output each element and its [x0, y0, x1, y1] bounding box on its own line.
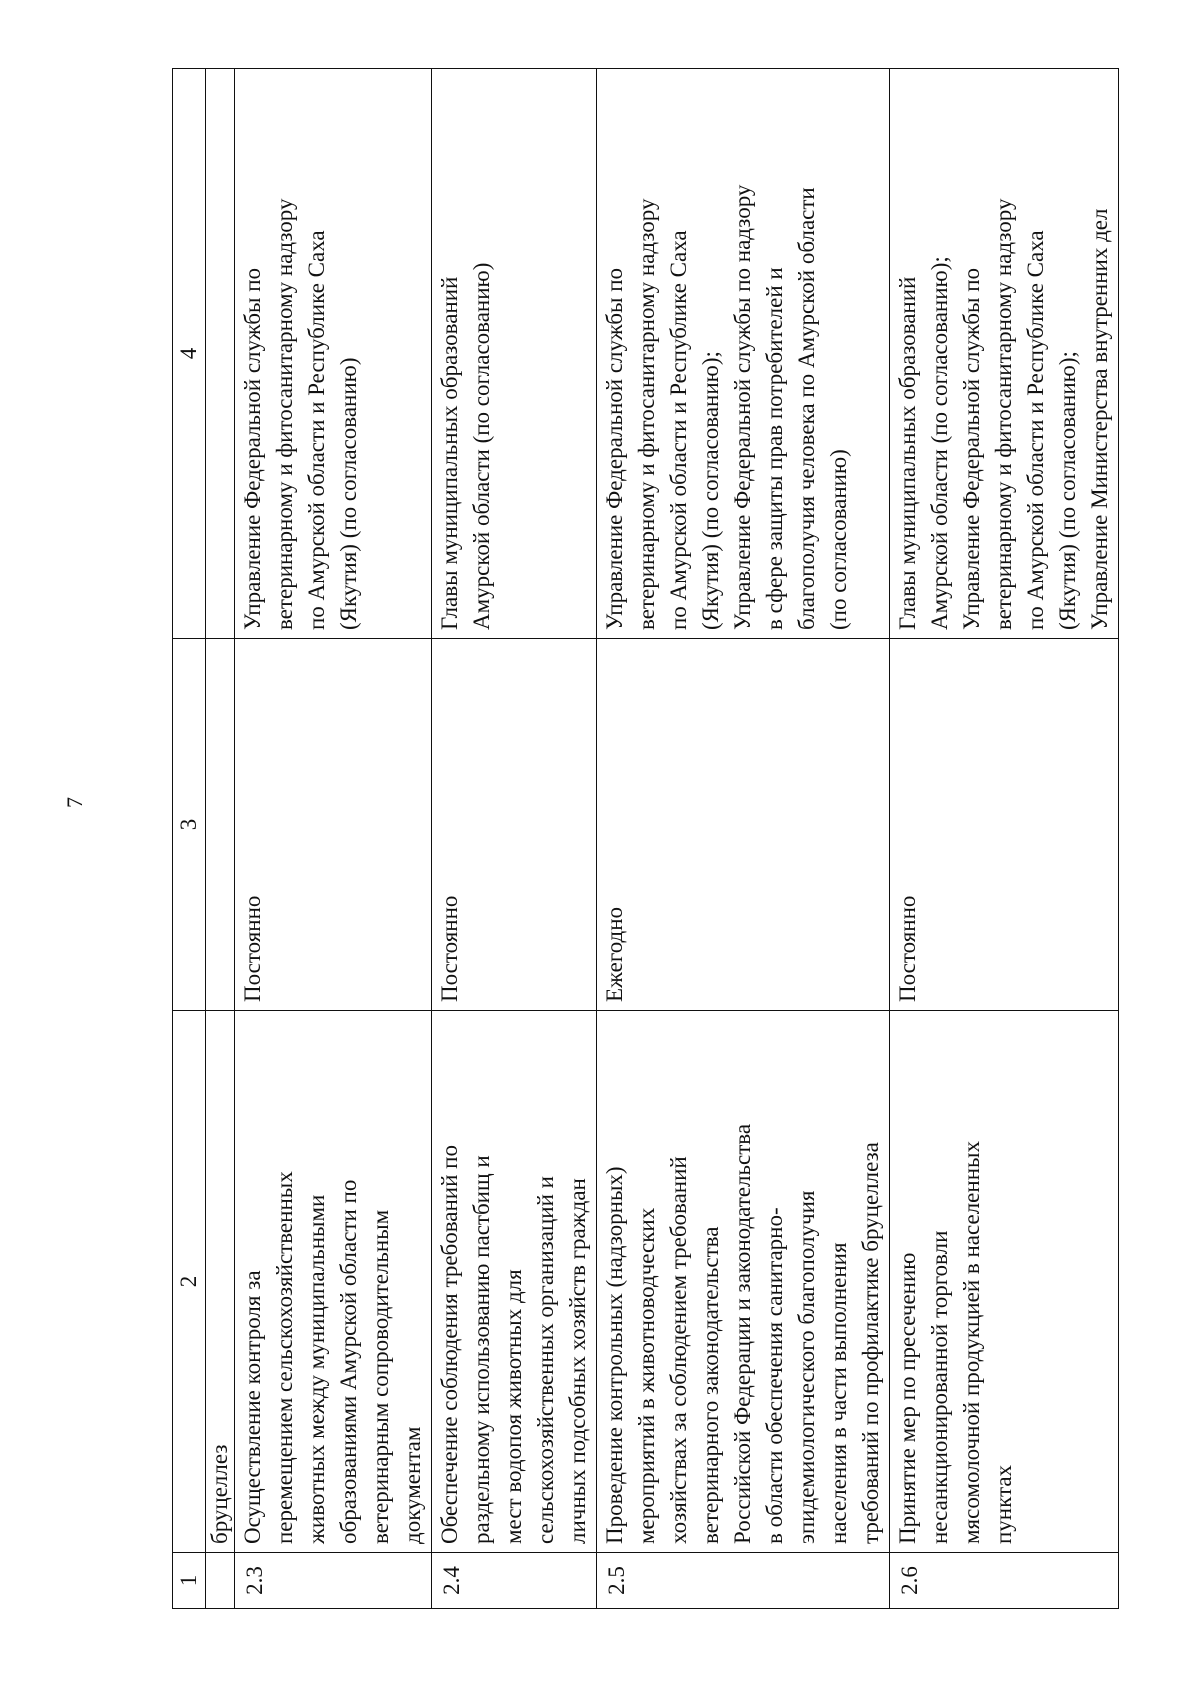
row-action: Осуществление контроля за перемещением сельскохозяйственных животных между муниципальными образованиями Амурской области по ветеринарным сопроводительным документам: [235, 1011, 432, 1553]
table-continuation-row: [206, 69, 235, 1609]
row-period: Постоянно: [890, 639, 1119, 1011]
table-row: [432, 69, 597, 1609]
row-executor: Управление Федеральной службы по ветеринарному и фитосанитарному надзору по Амурской области и Республике Саха (Якутия) (по согласованию): [235, 69, 432, 639]
row-period: Ежегодно: [597, 639, 890, 1011]
row-number: 2.5: [597, 1553, 890, 1609]
measures-table: [172, 68, 1119, 1609]
row-action: Проведение контрольных (надзорных) мероприятий в животноводческих хозяйствах за соблюдением требований ветеринарного законодательства Российской Федерации и законодательства в области обеспечения санитарно- эпидемиологического благополучия населения в части выполнения требований по профилактике бруцеллеза: [597, 1011, 890, 1553]
row-number: 2.4: [432, 1553, 597, 1609]
table-row: [597, 69, 890, 1609]
header-col-3: 3: [173, 639, 206, 1011]
row-action: Принятие мер по пресечению несанкционированной торговли мясомолочной продукцией в населенных пунктах: [890, 1011, 1119, 1553]
header-col-1: 1: [173, 1553, 206, 1609]
continuation-num-cell: [206, 1553, 235, 1609]
continuation-period-cell: [206, 639, 235, 1011]
row-action: Обеспечение соблюдения требований по раздельному использованию пастбищ и мест водопоя животных для сельскохозяйственных организаций и личных подсобных хозяйств граждан: [432, 1011, 597, 1553]
row-number: 2.3: [235, 1553, 432, 1609]
continuation-text: бруцеллез: [206, 1011, 235, 1553]
header-col-2: 2: [173, 1011, 206, 1553]
row-period: Постоянно: [432, 639, 597, 1011]
table-row: [235, 69, 432, 1609]
row-executor: Главы муниципальных образований Амурской области (по согласованию); Управление Федеральной службы по ветеринарному и фитосанитарному надзору по Амурской области и Республике Саха (Якутия) (по согласованию); Управление Министерства внутренних дел: [890, 69, 1119, 639]
row-period: Постоянно: [235, 639, 432, 1011]
rotated-table-wrapper: [172, 69, 1125, 1609]
header-col-4: 4: [173, 69, 206, 639]
row-executor: Главы муниципальных образований Амурской области (по согласованию): [432, 69, 597, 639]
page-number: 7: [62, 797, 87, 808]
row-executor: Управление Федеральной службы по ветеринарному и фитосанитарному надзору по Амурской области и Республике Саха (Якутия) (по согласованию); Управление Федеральной службы по надзору в сфере защиты прав потребителей и благополучия человека по Амурской области (по согласованию): [597, 69, 890, 639]
table-row: [890, 69, 1119, 1609]
row-number: 2.6: [890, 1553, 1119, 1609]
table-header-row: [173, 69, 206, 1609]
continuation-executor-cell: [206, 69, 235, 639]
